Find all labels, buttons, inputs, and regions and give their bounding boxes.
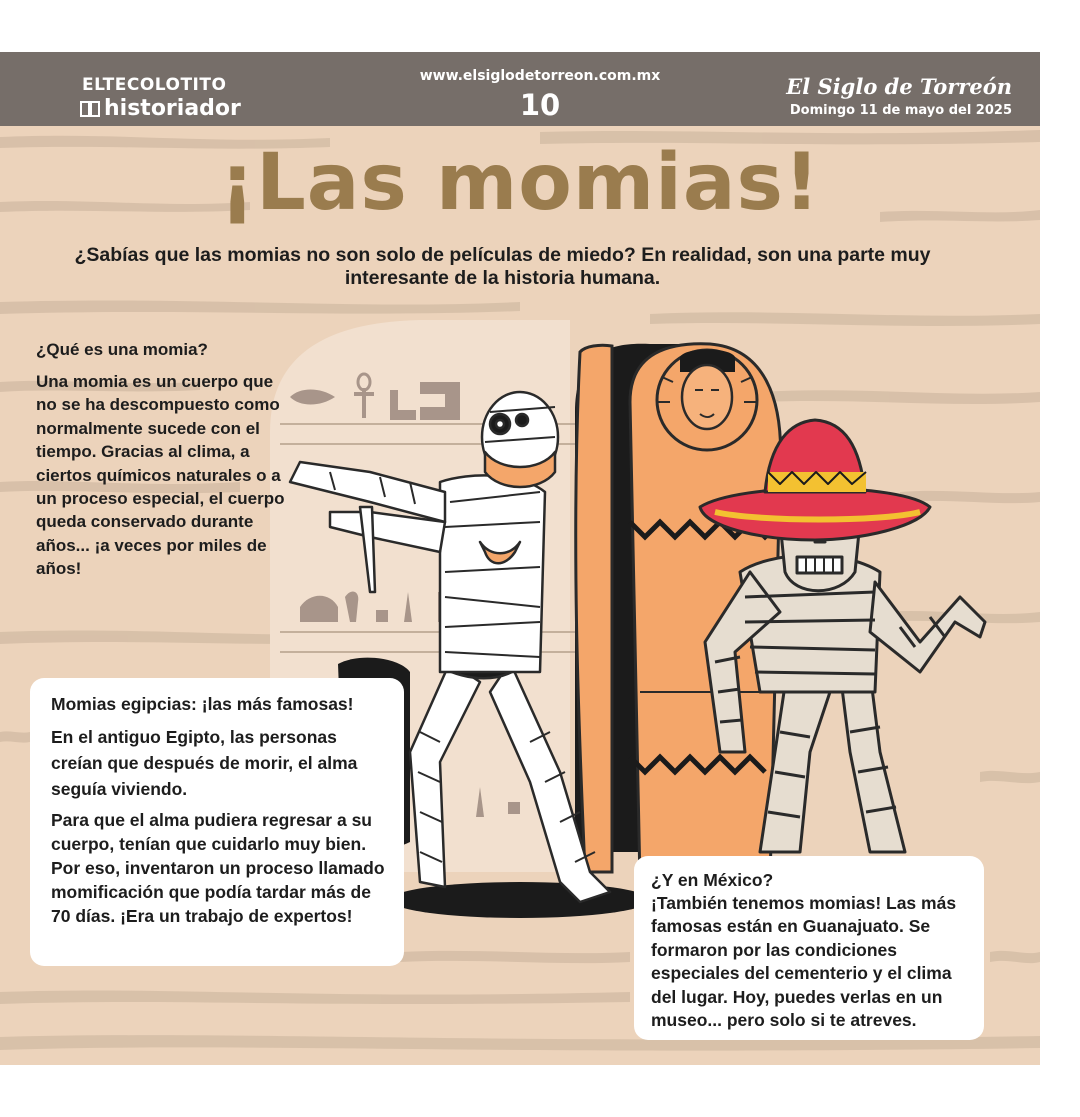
what-is-body: Una momia es un cuerpo que no se ha descompuesto como normalmente sucede con el tiempo. Gracias al clima, a ciertos químicos naturales o a un proceso especial, el cuerpo queda conservado durante años... ¡a veces por miles de años! [36, 372, 285, 579]
page-title: ¡Las momias! [219, 138, 821, 228]
what-is-title: ¿Qué es una momia? [36, 340, 208, 359]
ground-shadow [390, 882, 650, 918]
newspaper-page [0, 52, 1040, 1065]
egypt-paragraph-2: Para que el alma pudiera regresar a su cuerpo, tenían que cuidarlo muy bien. Por eso, inventaron un proceso llamado momificación que podía tardar más de 70 días. ¡Era un trabajo de expertos! [51, 810, 385, 926]
site-url: www.elsiglodetorreon.com.mx [419, 68, 661, 84]
egypt-card [30, 678, 404, 966]
page-number: 10 [519, 88, 561, 122]
egypt-paragraph-1: En el antiguo Egipto, las personas creían que después de morir, el alma seguía viviendo. [51, 727, 358, 799]
intro-text: ¿Sabías que las momias no son solo de películas de miedo? En realidad, son una parte muy interesante de la historia humana. [74, 244, 931, 289]
mexico-card [634, 856, 984, 1040]
newspaper-name: El Siglo de Torreón [786, 74, 1012, 99]
issue-date: Domingo 11 de mayo del 2025 [789, 103, 1012, 118]
logo-tecolotito: ELTECOLOTITO [82, 75, 227, 95]
mexico-body: ¡También tenemos momias! Las más famosas están en Guanajuato. Se formaron por las condiciones especiales del cementerio y el clima del lugar. Hoy, puedes verlas en un museo... pero solo si te atreves. [651, 893, 957, 1031]
mexico-title: ¿Y en México? [651, 870, 774, 890]
egypt-title: Momias egipcias: ¡las más famosas! [51, 694, 354, 714]
section-name: historiador [104, 96, 241, 121]
